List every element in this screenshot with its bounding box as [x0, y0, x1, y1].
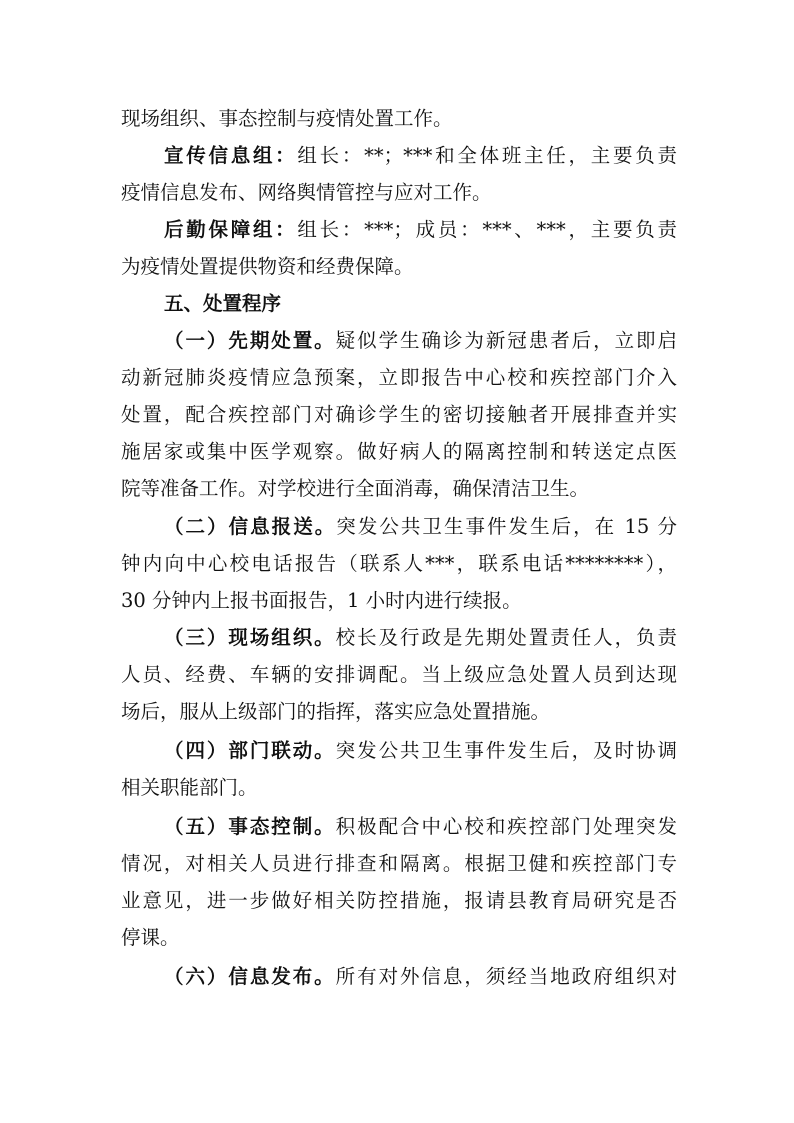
group-text: 组长：***；成员：***、***，主要负责 — [297, 218, 677, 241]
paragraph-line: 动新冠肺炎疫情应急预案，立即报告中心校和疾控部门介入 — [121, 366, 677, 389]
group-text: 组长：**；***和全体班主任，主要负责 — [297, 144, 677, 167]
item-title: （一）先期处置。 — [164, 329, 336, 352]
item-title: （五）事态控制。 — [164, 815, 336, 838]
item-info-reporting — [121, 508, 677, 619]
item-onsite-organization — [121, 619, 677, 730]
paragraph-line: 相关职能部门。 — [121, 776, 258, 799]
paragraph-line: 院等准备工作。对学校进行全面消毒，确保清洁卫生。 — [121, 477, 590, 500]
paragraph-line: （二）信息报送。突发公共卫生事件发生后，在 15 分 — [164, 515, 677, 538]
paragraph-line: 钟内向中心校电话报告（联系人***，联系电话********）， — [121, 552, 677, 575]
paragraph-line: 业意见，进一步做好相关防控措施，报请县教育局研究是否 — [121, 889, 677, 912]
group-publicity — [121, 137, 677, 211]
paragraph-line: 处置，配合疾控部门对确诊学生的密切接触者开展排查并实 — [121, 403, 677, 426]
paragraph-line: （一）先期处置。疑似学生确诊为新冠患者后，立即启 — [164, 329, 677, 352]
item-title: （三）现场组织。 — [164, 626, 336, 649]
continuation-paragraph — [121, 100, 677, 137]
paragraph-line: 现场组织、事态控制与疫情处置工作。 — [121, 107, 453, 130]
paragraph-line — [121, 137, 677, 174]
paragraph-line: 场后，服从上级部门的指挥，落实应急处置措施。 — [121, 700, 551, 723]
item-title: （六）信息发布。 — [164, 965, 336, 988]
paragraph-line: 人员、经费、车辆的安排调配。当上级应急处置人员到达现 — [121, 663, 677, 686]
paragraph-line: 疫情信息发布、网络舆情管控与应对工作。 — [121, 181, 492, 204]
group-logistics — [121, 211, 677, 285]
paragraph-line: 施居家或集中医学观察。做好病人的隔离控制和转送定点医 — [121, 440, 677, 463]
paragraph-line: （四）部门联动。突发公共卫生事件发生后，及时协调 — [164, 739, 677, 762]
paragraph-line: 情况，对相关人员进行排查和隔离。根据卫健和疾控部门专 — [121, 852, 677, 875]
group-title: 后勤保障组： — [164, 218, 298, 241]
paragraph-line — [121, 211, 677, 248]
paragraph-line: 30 分钟内上报书面报告，1 小时内进行续报。 — [121, 589, 522, 612]
section-heading — [121, 285, 677, 322]
paragraph-line: 为疫情处置提供物资和经费保障。 — [121, 255, 414, 278]
item-title: （二）信息报送。 — [164, 515, 337, 538]
paragraph-line: （五）事态控制。积极配合中心校和疾控部门处理突发 — [164, 815, 677, 838]
heading-text: 五、处置程序 — [164, 292, 282, 315]
item-department-coordination — [121, 732, 677, 806]
paragraph-line: （三）现场组织。校长及行政是先期处置责任人，负责 — [164, 626, 677, 649]
paragraph-line: 停课。 — [121, 926, 180, 949]
item-title: （四）部门联动。 — [164, 739, 336, 762]
paragraph-line: （六）信息发布。所有对外信息，须经当地政府组织对 — [164, 965, 677, 988]
group-title: 宣传信息组： — [164, 144, 298, 167]
item-initial-response — [121, 322, 677, 507]
item-info-release — [121, 958, 677, 995]
item-situation-control — [121, 808, 677, 956]
